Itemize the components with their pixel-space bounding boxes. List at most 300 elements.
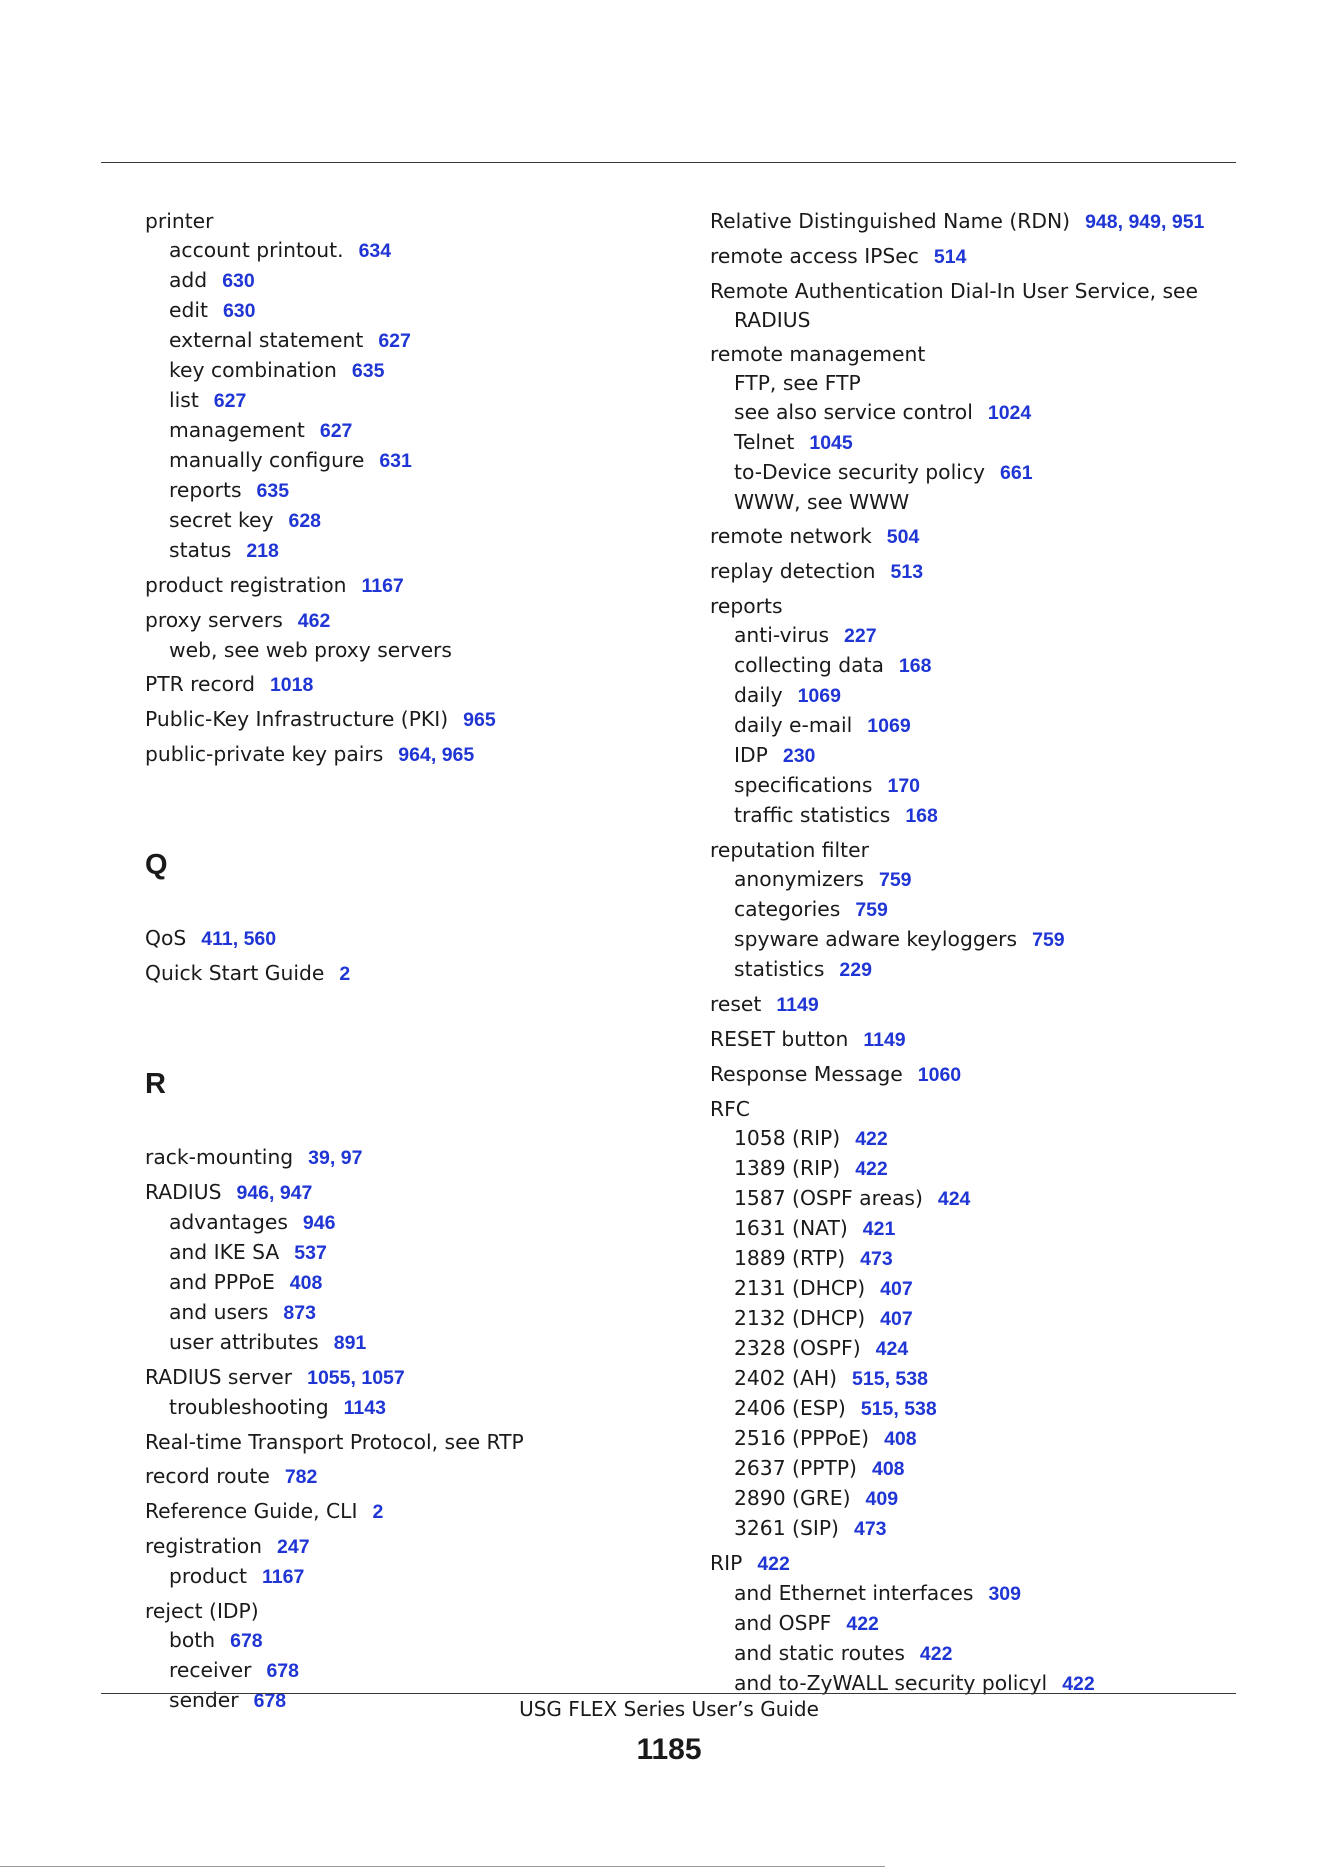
page-reference-group: 946, 947 bbox=[236, 1182, 313, 1204]
index-term: to-Device security policy bbox=[734, 460, 985, 484]
page-reference-group bbox=[876, 1338, 909, 1360]
index-entry bbox=[145, 1497, 685, 1527]
index-subentry bbox=[710, 681, 1270, 711]
index-term: both bbox=[169, 1628, 216, 1652]
index-term: Quick Start Guide bbox=[145, 961, 325, 985]
index-subentry bbox=[145, 1656, 685, 1686]
page-link[interactable]: 634 bbox=[358, 240, 392, 262]
index-term: remote network bbox=[710, 524, 872, 548]
index-subentry bbox=[710, 1244, 1270, 1274]
index-subentry bbox=[145, 236, 685, 266]
page-reference-group: 39, 97 bbox=[308, 1147, 363, 1169]
index-term: 2890 (GRE) bbox=[734, 1486, 851, 1510]
page-link[interactable]: 759 bbox=[1032, 929, 1065, 951]
page-reference-group bbox=[379, 450, 412, 472]
index-term: Public-Key Infrastructure (PKI) bbox=[145, 707, 449, 731]
index-term: Relative Distinguished Name (RDN) bbox=[710, 209, 1071, 233]
index-subentry bbox=[145, 536, 685, 566]
index-term: IDP bbox=[734, 743, 768, 767]
index-entry bbox=[710, 557, 1270, 587]
index-subentry bbox=[710, 621, 1270, 651]
page-link[interactable]: 965 bbox=[441, 744, 475, 766]
index-term: and PPPoE bbox=[169, 1270, 275, 1294]
index-subentry bbox=[145, 446, 685, 476]
index-subentry bbox=[710, 1334, 1270, 1364]
index-term: Response Message bbox=[710, 1062, 903, 1086]
page-link[interactable]: 247 bbox=[277, 1536, 310, 1558]
index-entry bbox=[145, 1363, 685, 1393]
page-reference-group: 948, 949, 951 bbox=[1085, 211, 1205, 233]
page-link[interactable]: 422 bbox=[919, 1643, 953, 1665]
index-term: FTP, see FTP bbox=[734, 371, 861, 395]
index-term: public-private key pairs bbox=[145, 742, 384, 766]
page-link[interactable]: 1024 bbox=[987, 402, 1032, 424]
index-term: troubleshooting bbox=[169, 1395, 329, 1419]
index-subentry bbox=[145, 1393, 685, 1423]
index-term: 1058 (RIP) bbox=[734, 1126, 841, 1150]
page-link[interactable]: 759 bbox=[878, 869, 912, 891]
page-link[interactable]: 538 bbox=[904, 1398, 937, 1420]
index-term: add bbox=[169, 268, 208, 292]
page-reference-group bbox=[339, 963, 350, 985]
index-entry bbox=[145, 1532, 685, 1562]
page-link[interactable]: 964 bbox=[398, 744, 431, 766]
page-reference-group bbox=[844, 625, 877, 647]
index-subentry bbox=[710, 1154, 1270, 1184]
page-link[interactable]: 1045 bbox=[809, 432, 853, 454]
index-entry bbox=[710, 1095, 1270, 1124]
footer-page-number: 1185 bbox=[636, 1733, 702, 1766]
page-link[interactable]: 627 bbox=[319, 420, 353, 442]
index-subentry bbox=[710, 955, 1270, 985]
page-link[interactable]: 407 bbox=[880, 1308, 913, 1330]
index-entry bbox=[145, 705, 685, 735]
index-term: 2402 (AH) bbox=[734, 1366, 838, 1390]
index-term: Telnet bbox=[734, 430, 795, 454]
page-link[interactable]: 39 bbox=[308, 1147, 330, 1169]
footer-guide-title: USG FLEX Series User’s Guide bbox=[519, 1697, 819, 1721]
page-reference-group: 964, 965 bbox=[398, 744, 475, 766]
index-letter-heading: R bbox=[145, 1068, 166, 1100]
index-term: list bbox=[169, 388, 199, 412]
page-reference-group bbox=[298, 610, 331, 632]
index-term: 1631 (NAT) bbox=[734, 1216, 848, 1240]
page-reference-group bbox=[934, 246, 967, 268]
index-subentry bbox=[145, 356, 685, 386]
index-entry bbox=[145, 1462, 685, 1492]
page-link[interactable]: 227 bbox=[844, 625, 877, 647]
page-reference-group bbox=[277, 1536, 310, 1558]
page-link[interactable]: 560 bbox=[243, 928, 277, 950]
page-link[interactable]: 408 bbox=[884, 1428, 917, 1450]
page-reference-group bbox=[855, 1158, 888, 1180]
page-link[interactable]: 422 bbox=[1062, 1673, 1095, 1695]
index-letter-heading: Q bbox=[145, 849, 168, 881]
page-link[interactable]: 948 bbox=[1085, 211, 1118, 233]
page-link[interactable]: 411 bbox=[201, 928, 233, 950]
page-reference-group bbox=[1032, 929, 1065, 951]
page-reference-group bbox=[246, 540, 279, 562]
page-link[interactable]: 627 bbox=[378, 330, 411, 352]
page-link[interactable]: 462 bbox=[297, 610, 331, 632]
page-reference-group bbox=[891, 561, 924, 583]
page-reference-group: 515, 538 bbox=[860, 1398, 937, 1420]
page-reference-group bbox=[839, 959, 872, 981]
page-reference-group bbox=[855, 1128, 888, 1150]
page-link[interactable]: 678 bbox=[230, 1630, 263, 1652]
page-link[interactable]: 947 bbox=[279, 1182, 313, 1204]
index-entry bbox=[710, 242, 1270, 272]
index-subentry bbox=[145, 506, 685, 536]
index-entry bbox=[145, 1597, 685, 1626]
page-link[interactable]: 513 bbox=[890, 561, 924, 583]
index-term: management bbox=[169, 418, 305, 442]
index-term: 1587 (OSPF areas) bbox=[734, 1186, 923, 1210]
page-link[interactable]: 1018 bbox=[269, 674, 314, 696]
page-link[interactable]: 946 bbox=[236, 1182, 270, 1204]
page-link[interactable]: 630 bbox=[222, 300, 256, 322]
page-reference-group bbox=[867, 715, 910, 737]
index-subentry bbox=[710, 1214, 1270, 1244]
index-subentry bbox=[145, 1268, 685, 1298]
index-subentry bbox=[145, 296, 685, 326]
page-link[interactable]: 422 bbox=[855, 1158, 888, 1180]
page-reference-group bbox=[257, 480, 290, 502]
index-term: registration bbox=[145, 1534, 263, 1558]
page-link[interactable]: 514 bbox=[933, 246, 967, 268]
page-reference-group: 1055, 1057 bbox=[307, 1367, 405, 1389]
page-reference-group bbox=[783, 745, 816, 767]
page-link[interactable]: 2 bbox=[372, 1501, 384, 1523]
index-subentry bbox=[710, 1454, 1270, 1484]
page-reference-group bbox=[854, 1518, 887, 1540]
index-column-right bbox=[710, 207, 1270, 1699]
index-term: printer bbox=[145, 209, 214, 233]
page-reference-group bbox=[294, 1242, 327, 1264]
index-term: anti-virus bbox=[734, 623, 830, 647]
index-term: 2406 (ESP) bbox=[734, 1396, 846, 1420]
page-link[interactable]: 1060 bbox=[917, 1064, 962, 1086]
page-link[interactable]: 1055 bbox=[307, 1367, 351, 1389]
index-term: 1389 (RIP) bbox=[734, 1156, 841, 1180]
index-subentry bbox=[710, 1484, 1270, 1514]
page-link[interactable]: 1167 bbox=[361, 575, 404, 597]
page-link[interactable]: 631 bbox=[379, 450, 412, 472]
index-term: manually configure bbox=[169, 448, 365, 472]
page-reference-group bbox=[863, 1029, 905, 1051]
index-term: product bbox=[169, 1564, 248, 1588]
index-term: PTR record bbox=[145, 672, 255, 696]
index-term: status bbox=[169, 538, 232, 562]
index-term: remote management bbox=[710, 342, 926, 366]
page-link[interactable]: 1167 bbox=[262, 1566, 305, 1588]
page-link[interactable]: 635 bbox=[256, 480, 290, 502]
index-subentry bbox=[710, 1364, 1270, 1394]
page-reference-group bbox=[809, 432, 852, 454]
page-link[interactable]: 965 bbox=[463, 709, 496, 731]
index-term: daily bbox=[734, 683, 783, 707]
index-subentry bbox=[710, 488, 1270, 517]
page-reference-group bbox=[920, 1643, 953, 1665]
index-entry bbox=[710, 522, 1270, 552]
page-reference-group bbox=[1000, 462, 1033, 484]
page-reference-group bbox=[320, 420, 353, 442]
index-subentry bbox=[145, 326, 685, 356]
index-entry bbox=[710, 592, 1270, 621]
page-link[interactable]: 408 bbox=[871, 1458, 905, 1480]
page-reference-group bbox=[887, 775, 920, 797]
page-reference-group bbox=[899, 655, 932, 677]
index-term: secret key bbox=[169, 508, 274, 532]
page-reference-group bbox=[1062, 1673, 1095, 1695]
index-subentry bbox=[145, 1208, 685, 1238]
page-link[interactable]: 949 bbox=[1128, 211, 1161, 233]
page-reference-group bbox=[352, 360, 385, 382]
page-link[interactable]: 504 bbox=[886, 526, 920, 548]
page-link[interactable]: 2 bbox=[339, 963, 351, 985]
page-reference-group bbox=[918, 1064, 961, 1086]
index-term: QoS bbox=[145, 926, 187, 950]
page-link[interactable]: 946 bbox=[302, 1212, 336, 1234]
index-term: web, see web proxy servers bbox=[169, 638, 452, 662]
index-subentry bbox=[710, 1514, 1270, 1544]
page-reference-group bbox=[872, 1458, 905, 1480]
page-link[interactable]: 630 bbox=[222, 270, 255, 292]
index-term: WWW, see WWW bbox=[734, 490, 910, 514]
index-subentry bbox=[710, 1184, 1270, 1214]
page-link[interactable]: 759 bbox=[855, 899, 888, 921]
page-reference-group bbox=[757, 1553, 790, 1575]
index-subentry bbox=[710, 398, 1270, 428]
index-term: and IKE SA bbox=[169, 1240, 280, 1264]
index-subentry bbox=[145, 416, 685, 446]
index-term: remote access IPSec bbox=[710, 244, 919, 268]
header-rule bbox=[101, 162, 1236, 163]
page-link[interactable]: 473 bbox=[853, 1518, 887, 1540]
index-term: 2516 (PPPoE) bbox=[734, 1426, 870, 1450]
page-reference-group bbox=[288, 510, 321, 532]
index-entry bbox=[710, 340, 1270, 369]
index-term: key combination bbox=[169, 358, 337, 382]
page-link[interactable]: 951 bbox=[1171, 211, 1205, 233]
footer-rule bbox=[101, 1693, 1236, 1694]
page-link[interactable]: 309 bbox=[988, 1583, 1021, 1605]
index-term: RADIUS server bbox=[145, 1365, 293, 1389]
index-subentry bbox=[710, 1609, 1270, 1639]
page-link[interactable]: 229 bbox=[839, 959, 872, 981]
index-entry bbox=[145, 959, 685, 989]
index-term: reset bbox=[710, 992, 762, 1016]
index-term: anonymizers bbox=[734, 867, 864, 891]
page-link[interactable]: 473 bbox=[860, 1248, 893, 1270]
page-reference-group bbox=[866, 1488, 899, 1510]
index-term: and users bbox=[169, 1300, 269, 1324]
index-entry bbox=[710, 207, 1270, 237]
page-link[interactable]: 678 bbox=[253, 1690, 287, 1712]
index-subentry bbox=[710, 801, 1270, 831]
index-term: rack-mounting bbox=[145, 1145, 294, 1169]
page-reference-group bbox=[223, 300, 256, 322]
index-term: 2131 (DHCP) bbox=[734, 1276, 866, 1300]
index-term: reputation filter bbox=[710, 838, 869, 862]
index-subentry bbox=[145, 1562, 685, 1592]
page-link[interactable]: 537 bbox=[294, 1242, 327, 1264]
index-term: collecting data bbox=[734, 653, 884, 677]
index-subentry bbox=[710, 651, 1270, 681]
index-term: RADIUS bbox=[734, 308, 811, 332]
page-reference-group bbox=[344, 1397, 386, 1419]
index-term: and to-ZyWALL security policyl bbox=[734, 1671, 1048, 1695]
page-reference-group bbox=[266, 1660, 299, 1682]
page-link[interactable]: 627 bbox=[213, 390, 247, 412]
index-term: and Ethernet interfaces bbox=[734, 1581, 974, 1605]
index-subentry bbox=[145, 1626, 685, 1656]
index-term: RESET button bbox=[710, 1027, 849, 1051]
page-reference-group bbox=[270, 674, 313, 696]
page-link[interactable]: 424 bbox=[937, 1188, 971, 1210]
page-link[interactable]: 422 bbox=[855, 1128, 888, 1150]
index-subentry bbox=[710, 895, 1270, 925]
index-subentry bbox=[710, 1424, 1270, 1454]
page-link[interactable]: 782 bbox=[284, 1466, 318, 1488]
page-link[interactable]: 873 bbox=[283, 1302, 316, 1324]
page-link[interactable]: 515 bbox=[860, 1398, 894, 1420]
index-subentry bbox=[145, 1328, 685, 1358]
page-reference-group: 411, 560 bbox=[201, 928, 277, 950]
page-reference-group bbox=[303, 1212, 336, 1234]
index-column-left bbox=[145, 207, 685, 1716]
index-subentry bbox=[710, 1274, 1270, 1304]
page-reference-group bbox=[776, 994, 818, 1016]
page-link[interactable]: 891 bbox=[333, 1332, 367, 1354]
index-entry bbox=[710, 1025, 1270, 1055]
index-entry bbox=[145, 740, 685, 770]
page-reference-group bbox=[880, 1278, 913, 1300]
index-subentry bbox=[710, 1639, 1270, 1669]
page-link[interactable]: 408 bbox=[289, 1272, 323, 1294]
page-reference-group bbox=[880, 1308, 913, 1330]
page-link[interactable]: 407 bbox=[880, 1278, 913, 1300]
index-entry bbox=[145, 924, 685, 954]
index-subentry bbox=[145, 636, 685, 665]
index-subentry bbox=[710, 865, 1270, 895]
index-subentry bbox=[145, 266, 685, 296]
page-reference-group bbox=[846, 1613, 879, 1635]
index-term: RIP bbox=[710, 1551, 743, 1575]
index-term: traffic statistics bbox=[734, 803, 891, 827]
page-reference-group bbox=[988, 1583, 1021, 1605]
page-reference-group: 515, 538 bbox=[852, 1368, 928, 1390]
index-subentry bbox=[710, 741, 1270, 771]
index-subentry bbox=[710, 428, 1270, 458]
page-link[interactable]: 1149 bbox=[863, 1029, 906, 1051]
index-entry bbox=[710, 277, 1270, 306]
index-term: record route bbox=[145, 1464, 270, 1488]
index-entry bbox=[710, 1060, 1270, 1090]
page-link[interactable]: 661 bbox=[1000, 462, 1033, 484]
index-subentry bbox=[710, 1579, 1270, 1609]
index-term: 2132 (DHCP) bbox=[734, 1306, 866, 1330]
page-link[interactable]: 678 bbox=[266, 1660, 299, 1682]
page-reference-group bbox=[988, 402, 1031, 424]
index-term: 3261 (SIP) bbox=[734, 1516, 839, 1540]
page-link[interactable]: 1069 bbox=[867, 715, 911, 737]
page-link[interactable]: 422 bbox=[846, 1613, 879, 1635]
page-link[interactable]: 1069 bbox=[797, 685, 841, 707]
page-link[interactable]: 1143 bbox=[343, 1397, 386, 1419]
page-link[interactable]: 421 bbox=[862, 1218, 896, 1240]
page-link[interactable]: 538 bbox=[895, 1368, 928, 1390]
page-link[interactable]: 628 bbox=[288, 510, 322, 532]
page-reference-group bbox=[372, 1501, 383, 1523]
page-link[interactable]: 409 bbox=[865, 1488, 899, 1510]
page-link[interactable]: 218 bbox=[246, 540, 279, 562]
page-link[interactable]: 168 bbox=[898, 655, 932, 677]
index-term: RADIUS bbox=[145, 1180, 222, 1204]
page-link[interactable]: 168 bbox=[905, 805, 938, 827]
index-subentry bbox=[710, 1394, 1270, 1424]
page-reference-group bbox=[290, 1272, 323, 1294]
index-entry bbox=[145, 1178, 685, 1208]
page-reference-group bbox=[359, 240, 392, 262]
page-reference-group bbox=[378, 330, 411, 352]
index-entry bbox=[145, 207, 685, 236]
page-reference-group bbox=[262, 1566, 304, 1588]
page-link[interactable]: 422 bbox=[757, 1553, 790, 1575]
index-subentry bbox=[710, 925, 1270, 955]
page-link[interactable]: 97 bbox=[340, 1147, 363, 1169]
index-term: and OSPF bbox=[734, 1611, 832, 1635]
index-term: replay detection bbox=[710, 559, 876, 583]
scan-edge-line bbox=[0, 1866, 885, 1867]
page-reference-group bbox=[860, 1248, 893, 1270]
page-link[interactable]: 1149 bbox=[776, 994, 819, 1016]
page-link[interactable]: 1057 bbox=[361, 1367, 405, 1389]
index-entry bbox=[145, 1428, 685, 1457]
index-term: product registration bbox=[145, 573, 347, 597]
index-term: Real-time Transport Protocol, see RTP bbox=[145, 1430, 524, 1454]
page-link[interactable]: 170 bbox=[887, 775, 921, 797]
index-term: advantages bbox=[169, 1210, 288, 1234]
page-reference-group bbox=[334, 1332, 367, 1354]
page-reference-group bbox=[222, 270, 255, 292]
index-entry bbox=[145, 606, 685, 636]
page-reference-group bbox=[463, 709, 496, 731]
page-reference-group bbox=[887, 526, 920, 548]
page-reference-group bbox=[905, 805, 938, 827]
index-term: receiver bbox=[169, 1658, 252, 1682]
page-link[interactable]: 515 bbox=[852, 1368, 885, 1390]
index-entry bbox=[710, 1549, 1270, 1579]
index-subentry bbox=[710, 1124, 1270, 1154]
index-term: user attributes bbox=[169, 1330, 319, 1354]
page-link[interactable]: 230 bbox=[782, 745, 816, 767]
index-subentry bbox=[145, 1298, 685, 1328]
index-subentry bbox=[145, 386, 685, 416]
index-subentry bbox=[145, 476, 685, 506]
index-entry bbox=[710, 990, 1270, 1020]
page-reference-group bbox=[863, 1218, 896, 1240]
page-reference-group bbox=[798, 685, 841, 707]
index-subentry bbox=[710, 771, 1270, 801]
index-subentry bbox=[710, 711, 1270, 741]
page-link[interactable]: 424 bbox=[875, 1338, 909, 1360]
index-subentry bbox=[710, 458, 1270, 488]
page-link[interactable]: 635 bbox=[351, 360, 385, 382]
index-term: see also service control bbox=[734, 400, 973, 424]
page-reference-group bbox=[855, 899, 888, 921]
index-term: spyware adware keyloggers bbox=[734, 927, 1018, 951]
